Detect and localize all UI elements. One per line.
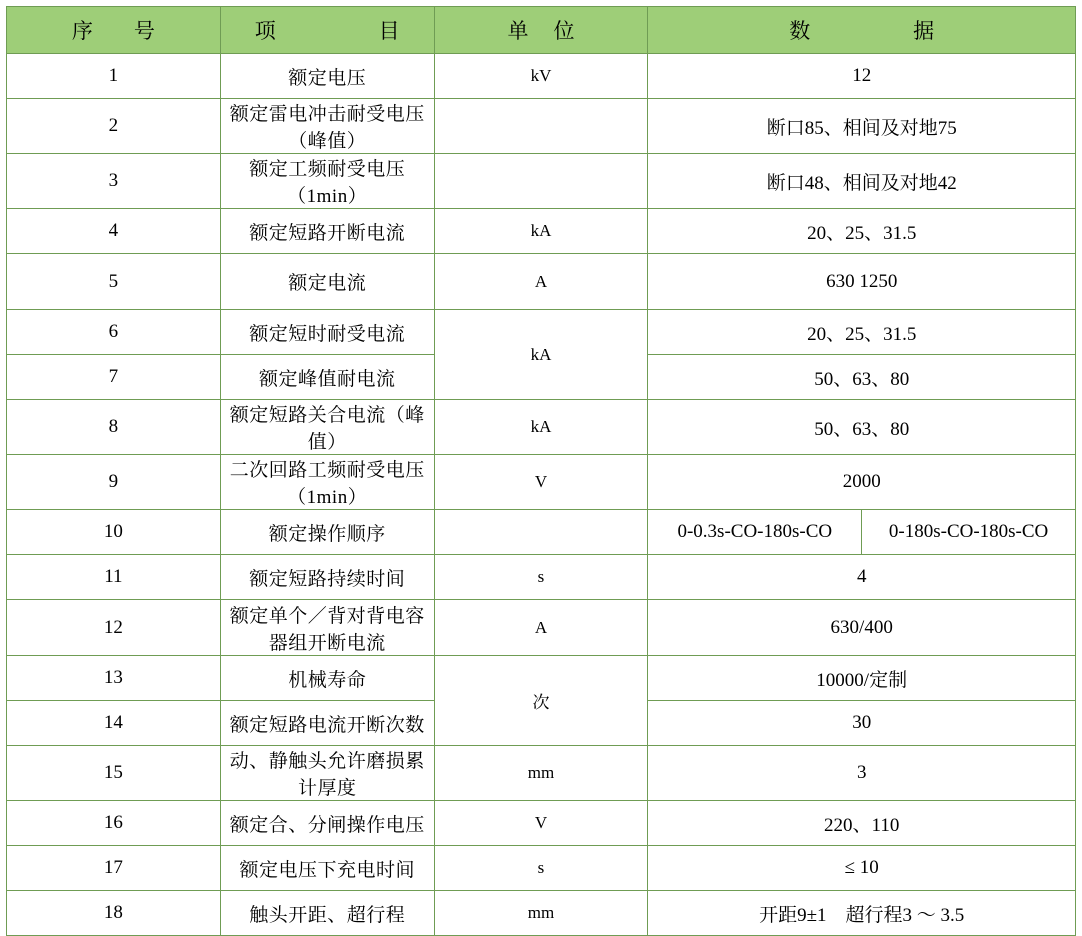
cell-unit bbox=[434, 510, 648, 555]
cell-item: 额定雷电冲击耐受电压（峰值） bbox=[220, 99, 434, 154]
cell-unit: V bbox=[434, 801, 648, 846]
cell-item: 额定电压下充电时间 bbox=[220, 846, 434, 891]
cell-item: 额定合、分闸操作电压 bbox=[220, 801, 434, 846]
cell-item: 触头开距、超行程 bbox=[220, 891, 434, 936]
cell-no: 3 bbox=[7, 154, 221, 209]
cell-data: 0-0.3s-CO-180s-CO bbox=[648, 510, 862, 555]
cell-item: 二次回路工频耐受电压（1min） bbox=[220, 455, 434, 510]
specification-table bbox=[6, 6, 1076, 936]
cell-no: 14 bbox=[7, 701, 221, 746]
cell-item: 额定单个／背对背电容器组开断电流 bbox=[220, 600, 434, 656]
cell-unit: V bbox=[434, 455, 648, 510]
cell-unit: A bbox=[434, 254, 648, 310]
table-row bbox=[7, 656, 1076, 701]
cell-data: 10000/定制 bbox=[648, 656, 1076, 701]
table-row bbox=[7, 154, 1076, 209]
cell-unit: kA bbox=[434, 400, 648, 455]
cell-unit: kA bbox=[434, 209, 648, 254]
cell-data: 断口85、相间及对地75 bbox=[648, 99, 1076, 154]
cell-data: 30 bbox=[648, 701, 1076, 746]
cell-item: 额定电压 bbox=[220, 54, 434, 99]
cell-unit: mm bbox=[434, 891, 648, 936]
cell-item: 额定工频耐受电压（1min） bbox=[220, 154, 434, 209]
cell-no: 15 bbox=[7, 746, 221, 801]
table-row bbox=[7, 801, 1076, 846]
cell-data: 4 bbox=[648, 555, 1076, 600]
cell-no: 9 bbox=[7, 455, 221, 510]
cell-data: 50、63、80 bbox=[648, 355, 1076, 400]
table-row bbox=[7, 99, 1076, 154]
table-row bbox=[7, 310, 1076, 355]
cell-item: 额定短路持续时间 bbox=[220, 555, 434, 600]
table-row bbox=[7, 600, 1076, 656]
cell-data: 2000 bbox=[648, 455, 1076, 510]
cell-data: 20、25、31.5 bbox=[648, 209, 1076, 254]
cell-no: 7 bbox=[7, 355, 221, 400]
cell-no: 10 bbox=[7, 510, 221, 555]
table-header bbox=[7, 7, 1076, 54]
cell-no: 8 bbox=[7, 400, 221, 455]
cell-data: 开距9±1 超行程3 ～ 3.5 bbox=[648, 891, 1076, 936]
cell-no: 2 bbox=[7, 99, 221, 154]
cell-unit: kA bbox=[434, 310, 648, 400]
header-row bbox=[7, 7, 1076, 54]
cell-no: 13 bbox=[7, 656, 221, 701]
table-body bbox=[7, 54, 1076, 936]
cell-data: ≤ 10 bbox=[648, 846, 1076, 891]
cell-item: 额定短时耐受电流 bbox=[220, 310, 434, 355]
cell-data: 20、25、31.5 bbox=[648, 310, 1076, 355]
header-cell-unit: 单 位 bbox=[434, 7, 648, 54]
table-row bbox=[7, 209, 1076, 254]
cell-no: 12 bbox=[7, 600, 221, 656]
header-cell-item: 项 目 bbox=[220, 7, 434, 54]
cell-data: 220、110 bbox=[648, 801, 1076, 846]
cell-unit: 次 bbox=[434, 656, 648, 746]
cell-item: 额定短路电流开断次数 bbox=[220, 701, 434, 746]
cell-item: 额定电流 bbox=[220, 254, 434, 310]
table-row bbox=[7, 455, 1076, 510]
cell-data: 630/400 bbox=[648, 600, 1076, 656]
cell-unit: s bbox=[434, 555, 648, 600]
table-row bbox=[7, 54, 1076, 99]
cell-unit bbox=[434, 154, 648, 209]
cell-data: 12 bbox=[648, 54, 1076, 99]
cell-item: 机械寿命 bbox=[220, 656, 434, 701]
cell-no: 17 bbox=[7, 846, 221, 891]
cell-unit: A bbox=[434, 600, 648, 656]
cell-data-alt: 0-180s-CO-180s-CO bbox=[862, 510, 1076, 555]
cell-no: 18 bbox=[7, 891, 221, 936]
cell-item: 额定短路开断电流 bbox=[220, 209, 434, 254]
cell-item: 额定操作顺序 bbox=[220, 510, 434, 555]
cell-unit: kV bbox=[434, 54, 648, 99]
header-cell-data: 数 据 bbox=[648, 7, 1076, 54]
cell-item: 额定峰值耐电流 bbox=[220, 355, 434, 400]
cell-unit: s bbox=[434, 846, 648, 891]
cell-no: 6 bbox=[7, 310, 221, 355]
cell-unit bbox=[434, 99, 648, 154]
cell-unit: mm bbox=[434, 746, 648, 801]
cell-no: 5 bbox=[7, 254, 221, 310]
cell-data: 630 1250 bbox=[648, 254, 1076, 310]
cell-no: 4 bbox=[7, 209, 221, 254]
header-cell-no: 序 号 bbox=[7, 7, 221, 54]
table-row bbox=[7, 891, 1076, 936]
cell-item: 额定短路关合电流（峰值） bbox=[220, 400, 434, 455]
cell-data: 50、63、80 bbox=[648, 400, 1076, 455]
cell-no: 11 bbox=[7, 555, 221, 600]
cell-data: 断口48、相间及对地42 bbox=[648, 154, 1076, 209]
cell-no: 16 bbox=[7, 801, 221, 846]
table-row bbox=[7, 846, 1076, 891]
cell-item: 动、静触头允许磨损累计厚度 bbox=[220, 746, 434, 801]
table-row bbox=[7, 555, 1076, 600]
cell-no: 1 bbox=[7, 54, 221, 99]
table-row bbox=[7, 400, 1076, 455]
table-row bbox=[7, 510, 1076, 555]
table-row bbox=[7, 254, 1076, 310]
cell-data: 3 bbox=[648, 746, 1076, 801]
table-row bbox=[7, 746, 1076, 801]
